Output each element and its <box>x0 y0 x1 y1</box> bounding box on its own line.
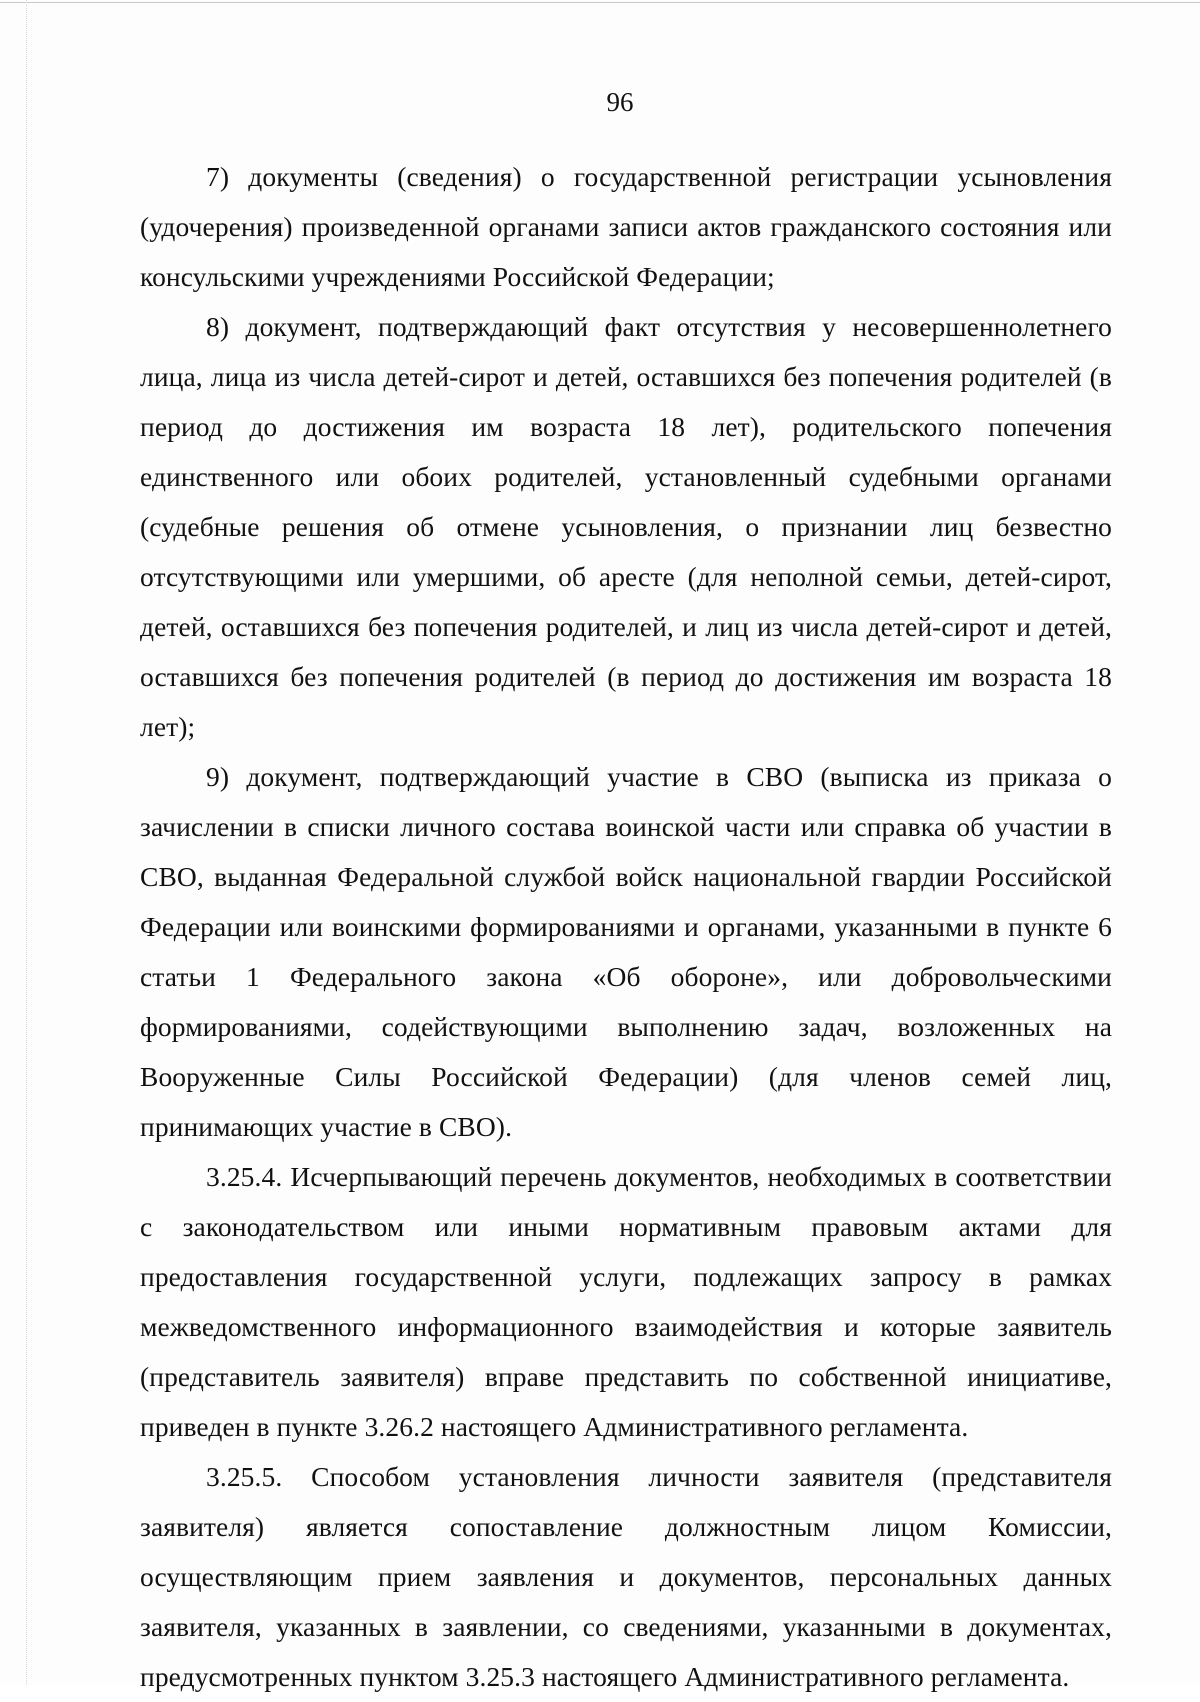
paragraph-item-9: 9) документ, подтверждающий участие в СВО (выписка из приказа о зачислении в списки личного состава воинской части или справка об участии в СВО, выданная Федеральной службой войск национальной гвардии Российской Федерации или воинскими формированиями и органами, указанными в пункте 6 статьи 1 Федерального закона «Об обороне», или добровольческими формированиями, содействующими выполнению задач, возложенных на Вооруженные Силы Российской Федерации) (для членов семей лиц, принимающих участие в СВО). <box>140 761 1112 1142</box>
paragraph-item-7: 7) документы (сведения) о государственной регистрации усыновления (удочерения) произведенной органами записи актов гражданского состояния или консульскими учреждениями Российской Федерации; <box>140 161 1112 292</box>
page-number: 96 <box>606 87 634 117</box>
paragraph-3-25-4: 3.25.4. Исчерпывающий перечень документов, необходимых в соответствии с законодательством или иными нормативным правовым актами для предоставления государственной услуги, подлежащих запросу в рамках межведомственного информационного взаимодействия и которые заявитель (представитель заявителя) вправе представить по собственной инициативе, приведен в пункте 3.26.2 настоящего Административного регламента. <box>140 1161 1112 1442</box>
paragraph-3-25-5: 3.25.5. Способом установления личности заявителя (представителя заявителя) является сопоставление должностным лицом Комиссии, осуществляющим прием заявления и документов, персональных данных заявителя, указанных в заявлении, со сведениями, указанными в документах, предусмотренных пунктом 3.25.3 настоящего Административного регламента. <box>140 1461 1112 1692</box>
document-body <box>140 152 1112 1702</box>
paragraph-item-8: 8) документ, подтверждающий факт отсутствия у несовершеннолетнего лица, лица из числа детей-сирот и детей, оставшихся без попечения родителей (в период до достижения им возраста 18 лет), родительского попечения единственного или обоих родителей, установленный судебными органами (судебные решения об отмене усыновления, о признании лиц безвестно отсутствующими или умершими, об аресте (для неполной семьи, детей-сирот, детей, оставшихся без попечения родителей, и лиц из числа детей-сирот и детей, оставшихся без попечения родителей (в период до достижения им возраста 18 лет); <box>140 311 1112 742</box>
scan-left-edge <box>26 0 27 1685</box>
scan-top-edge <box>0 2 1200 3</box>
